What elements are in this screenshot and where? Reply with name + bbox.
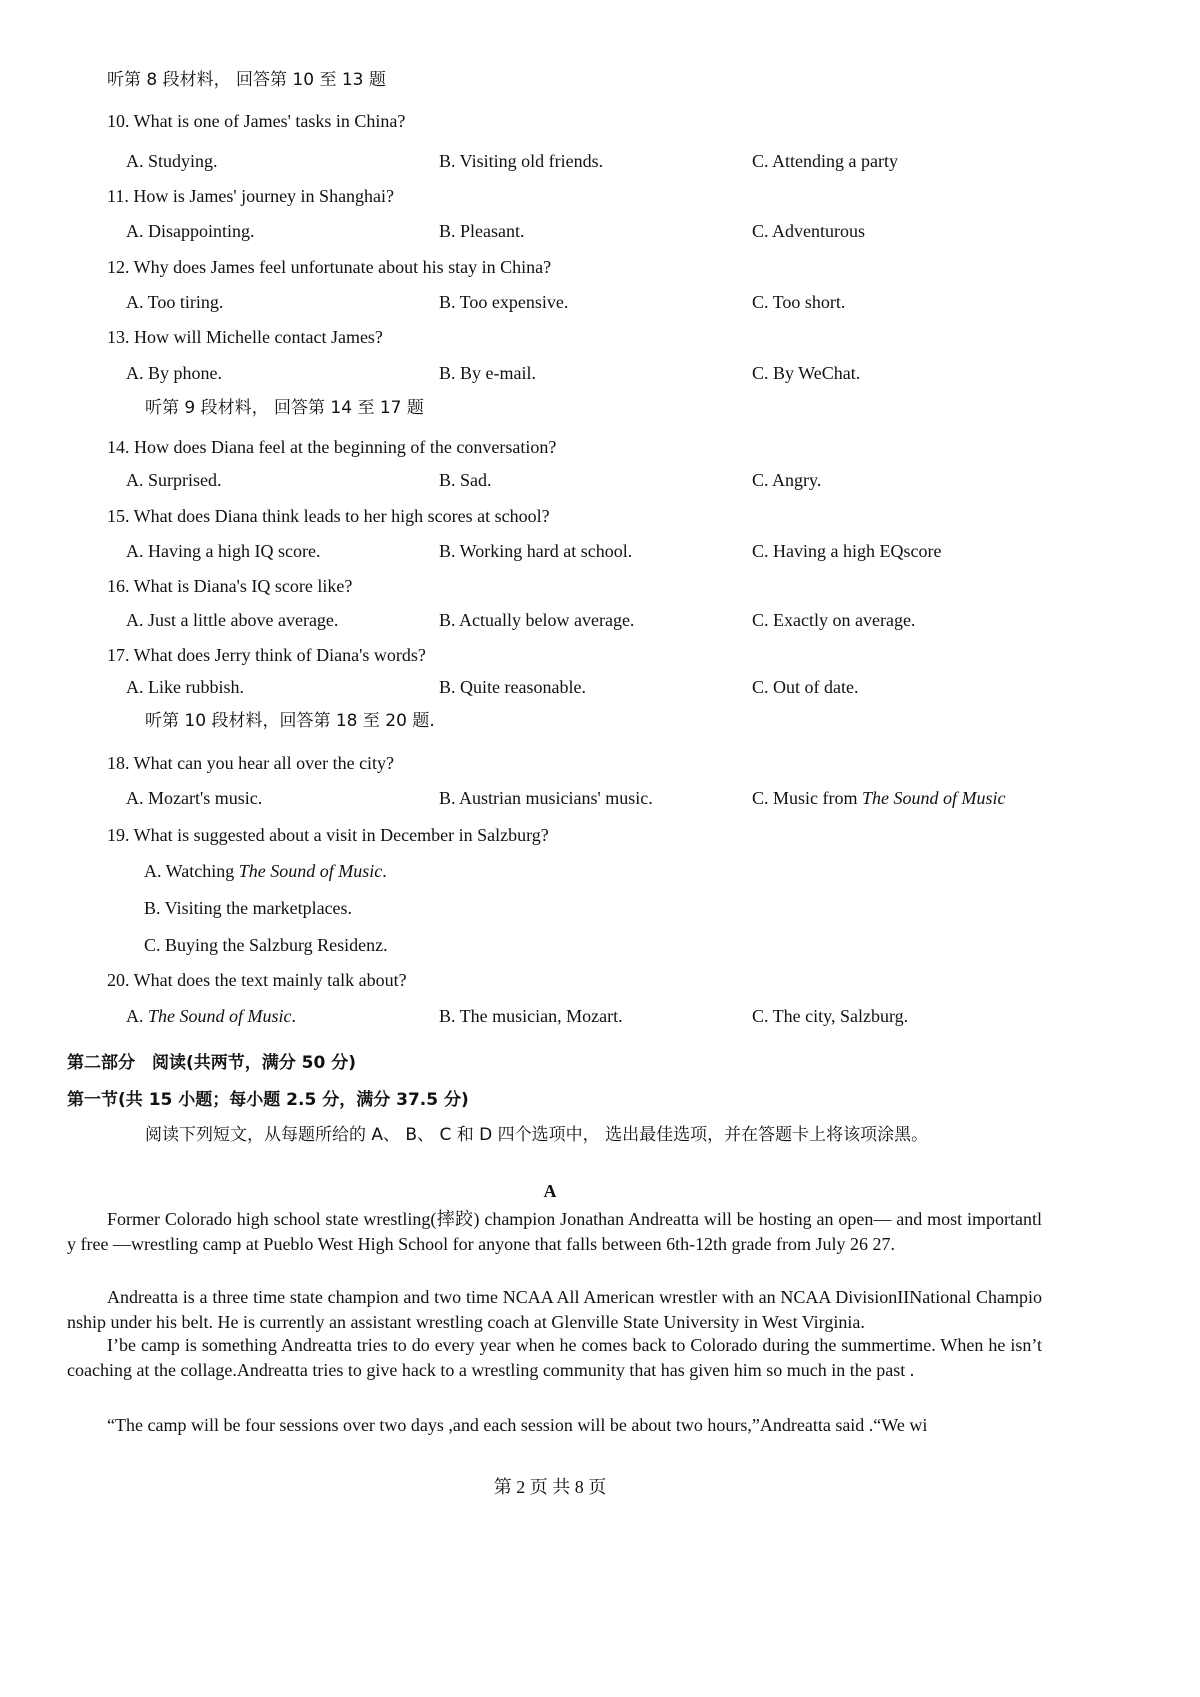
q13-option-c: C. By WeChat. bbox=[752, 363, 861, 383]
page-footer: 第 2 页 共 8 页 bbox=[493, 1477, 607, 1497]
question-17: 17. What does Jerry think of Diana's words? bbox=[107, 645, 426, 665]
passage-label: A bbox=[543, 1181, 557, 1201]
q18-option-c bbox=[752, 787, 1006, 809]
q15-option-a: A. Having a high IQ score. bbox=[126, 541, 321, 561]
q19-option-c: C. Buying the Salzburg Residenz. bbox=[144, 935, 388, 955]
q10-option-c: C. Attending a party bbox=[752, 151, 898, 171]
q19-option-a-prefix: A. Watching bbox=[144, 861, 239, 881]
q10-option-b: B. Visiting old friends. bbox=[439, 151, 604, 171]
question-18: 18. What can you hear all over the city? bbox=[107, 753, 395, 773]
q20-option-a-prefix: A. bbox=[126, 1006, 148, 1026]
q20-option-b: B. The musician, Mozart. bbox=[439, 1006, 623, 1026]
q16-option-a: A. Just a little above average. bbox=[126, 610, 339, 630]
passage-paragraph-4: “The camp will be four sessions over two days ,and each session will be about two hours,”Andreatta said .“We wi bbox=[107, 1415, 928, 1435]
q19-option-a bbox=[144, 860, 387, 882]
passage-paragraph-3: I’be camp is something Andreatta tries to do every year when he comes back to Colorado during the summertime. When he isn’t coaching at the collage.Andreatta tries to give hack to a wrestling community that has given him so much in the past . bbox=[67, 1335, 1042, 1380]
section8-header: 听第 8 段材料， 回答第 10 至 13 题 bbox=[107, 70, 386, 90]
q19-option-b: B. Visiting the marketplaces. bbox=[144, 898, 353, 918]
question-20: 20. What does the text mainly talk about? bbox=[107, 970, 407, 990]
q17-option-b: B. Quite reasonable. bbox=[439, 677, 586, 697]
q17-option-a: A. Like rubbish. bbox=[126, 677, 244, 697]
q18-option-c-title: The Sound of Music bbox=[862, 788, 1006, 808]
q14-option-b: B. Sad. bbox=[439, 470, 492, 490]
section9-header: 听第 9 段材料， 回答第 14 至 17 题 bbox=[145, 398, 424, 418]
q11-option-b: B. Pleasant. bbox=[439, 221, 525, 241]
question-15: 15. What does Diana think leads to her high scores at school? bbox=[107, 506, 550, 526]
q12-option-a: A. Too tiring. bbox=[126, 292, 224, 312]
question-19: 19. What is suggested about a visit in December in Salzburg? bbox=[107, 825, 549, 845]
q13-option-a: A. By phone. bbox=[126, 363, 222, 383]
q20-option-a-title: The Sound of Music bbox=[148, 1006, 292, 1026]
q17-option-c: C. Out of date. bbox=[752, 677, 859, 697]
q20-option-a bbox=[126, 1005, 296, 1027]
reading-section-title: 第一节(共 15 小题；每小题 2.5 分，满分 37.5 分) bbox=[67, 1090, 469, 1110]
question-14: 14. How does Diana feel at the beginning of the conversation? bbox=[107, 437, 557, 457]
q15-option-b: B. Working hard at school. bbox=[439, 541, 633, 561]
q19-option-a-title: The Sound of Music bbox=[238, 861, 383, 881]
q20-option-a-suffix: . bbox=[291, 1006, 296, 1026]
section10-header: 听第 10 段材料，回答第 18 至 20 题. bbox=[145, 711, 435, 731]
question-13: 13. How will Michelle contact James? bbox=[107, 327, 383, 347]
q18-option-b: B. Austrian musicians' music. bbox=[439, 788, 653, 808]
passage-paragraph-1: Former Colorado high school state wrestling(摔跤) champion Jonathan Andreatta will be hosting an open— and most importantly free —wrestling camp at Pueblo West High School for anyone that falls between 6th-12th grade from July 26 27. bbox=[67, 1209, 1042, 1254]
reading-instructions: 阅读下列短文，从每题所给的 A、 B、 C 和 D 四个选项中， 选出最佳选项，并在答题卡上将该项涂黑。 bbox=[145, 1125, 929, 1145]
question-10: 10. What is one of James' tasks in China? bbox=[107, 111, 406, 131]
q10-option-a: A. Studying. bbox=[126, 151, 218, 171]
question-11: 11. How is James' journey in Shanghai? bbox=[107, 186, 395, 206]
question-16: 16. What is Diana's IQ score like? bbox=[107, 576, 353, 596]
q14-option-c: C. Angry. bbox=[752, 470, 822, 490]
q20-option-c: C. The city, Salzburg. bbox=[752, 1006, 909, 1026]
q18-option-c-prefix: C. Music from bbox=[752, 788, 862, 808]
q18-option-a: A. Mozart's music. bbox=[126, 788, 263, 808]
q12-option-b: B. Too expensive. bbox=[439, 292, 569, 312]
q13-option-b: B. By e-mail. bbox=[439, 363, 536, 383]
q16-option-b: B. Actually below average. bbox=[439, 610, 635, 630]
question-12: 12. Why does James feel unfortunate about his stay in China? bbox=[107, 257, 552, 277]
q11-option-c: C. Adventurous bbox=[752, 221, 866, 241]
q19-option-a-suffix: . bbox=[382, 861, 387, 881]
reading-part-title: 第二部分 阅读(共两节，满分 50 分) bbox=[67, 1053, 357, 1073]
q16-option-c: C. Exactly on average. bbox=[752, 610, 916, 630]
q15-option-c: C. Having a high EQscore bbox=[752, 541, 942, 561]
q12-option-c: C. Too short. bbox=[752, 292, 846, 312]
passage-paragraph-2: Andreatta is a three time state champion and two time NCAA All American wrestler with an NCAA DivisionIINational Championship under his belt. He is currently an assistant wrestling coach at Glenville State University in West Virginia. bbox=[67, 1287, 1042, 1332]
q14-option-a: A. Surprised. bbox=[126, 470, 222, 490]
q11-option-a: A. Disappointing. bbox=[126, 221, 255, 241]
